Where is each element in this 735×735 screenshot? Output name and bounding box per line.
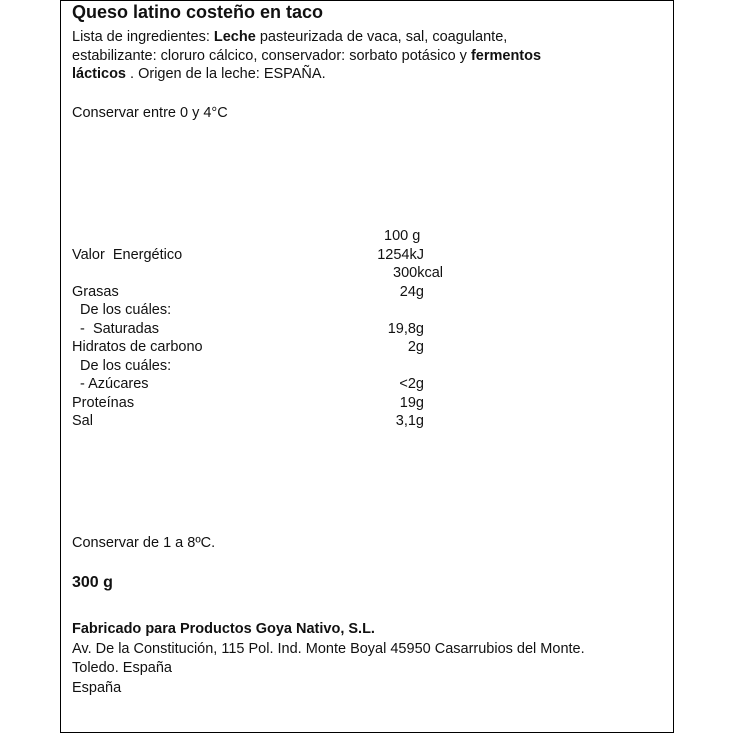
nutrition-row-value: 1254kJ (377, 247, 424, 263)
ingredients-line-1 (72, 28, 507, 46)
nutrition-row-value: 19g (399, 395, 424, 411)
nutrition-row-label: De los cuáles: (72, 302, 172, 318)
storage-note-1: Conservar entre 0 y 4°C (72, 105, 228, 121)
nutrition-row-label: Grasas (72, 284, 119, 300)
net-weight: 300 g (72, 574, 113, 591)
nutrition-row-value: 2g (407, 339, 424, 355)
nutrition-row-label: De los cuáles: (72, 358, 172, 374)
nutrition-row-label: Sal (72, 413, 93, 429)
ingredients-line-2 (72, 47, 541, 65)
manufacturer-address-2: Toledo. España (72, 660, 172, 676)
nutrition-row-label: Proteínas (72, 395, 135, 411)
nutrition-row-value: 300kcal (393, 265, 443, 281)
ingredients-part-2: pasteurizada de vaca, sal, coagulante, (255, 29, 508, 45)
nutrition-row-label: Hidratos de carbono (72, 339, 203, 355)
ingredients-line-3 (72, 65, 326, 83)
ingredient-lacticos: lácticos (72, 66, 126, 82)
nutrition-row-value: 3,1g (395, 413, 424, 429)
nutrition-row-label: - Saturadas (72, 321, 160, 337)
ingredients-part-3: . Origen de la leche: ESPAÑA. (126, 66, 326, 82)
ingredient-leche: Leche (213, 29, 256, 45)
nutrition-header-100g: 100 g (384, 228, 421, 244)
manufacturer-address-1: Av. De la Constitución, 115 Pol. Ind. Monte Boyal 45950 Casarrubios del Monte. (72, 641, 585, 657)
country-of-origin: España (72, 680, 122, 696)
nutrition-row-value: 19,8g (387, 321, 424, 337)
product-title: Queso latino costeño en taco (72, 2, 324, 22)
nutrition-row-label: - Azúcares (72, 376, 149, 392)
nutrition-row-value: 24g (399, 284, 424, 300)
ingredients-text-2: estabilizante: cloruro cálcico, conservador: sorbato potásico y (72, 48, 471, 64)
nutrition-row-label: Valor Energético (72, 247, 183, 263)
ingredients-prefix: Lista de ingredientes: (72, 29, 214, 45)
storage-note-2: Conservar de 1 a 8ºC. (72, 535, 216, 551)
ingredient-fermentos: fermentos (470, 48, 542, 64)
nutrition-row-value: <2g (399, 376, 424, 392)
manufacturer-name: Fabricado para Productos Goya Nativo, S.L. (72, 621, 375, 637)
